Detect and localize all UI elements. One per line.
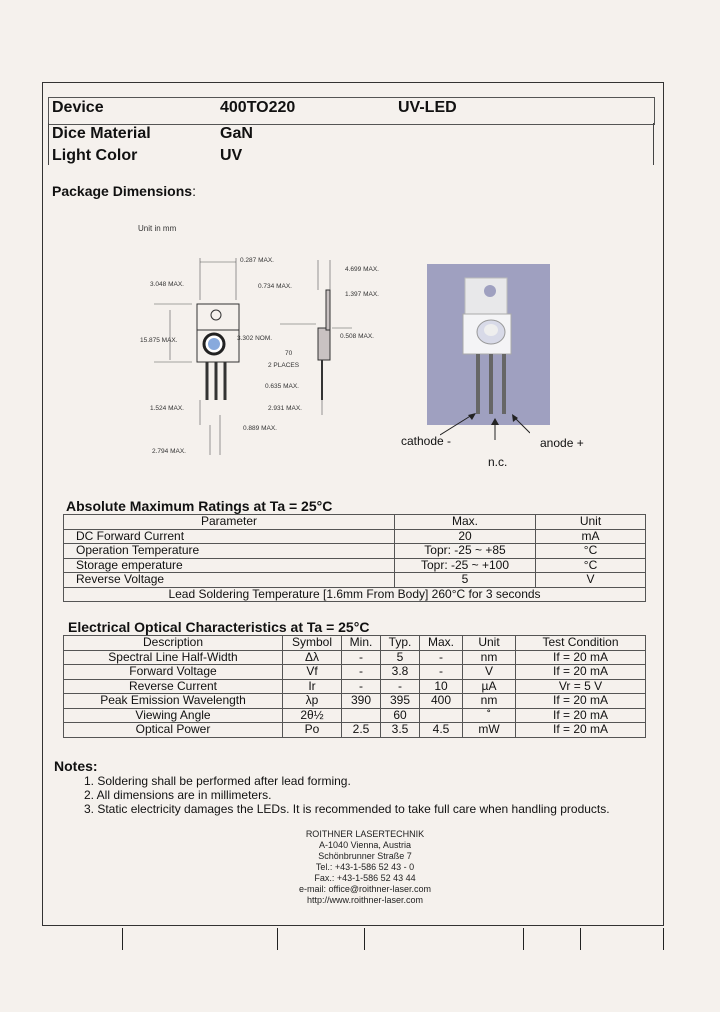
- col-header: Typ.: [381, 636, 420, 651]
- dim-d12: 4.699 MAX.: [345, 266, 379, 273]
- header-right-rule: [653, 123, 654, 165]
- table-cell: 10: [420, 679, 463, 694]
- dim-d13: 1.397 MAX.: [345, 291, 379, 298]
- table-cell: Viewing Angle: [64, 708, 283, 723]
- cell-unit: °C: [536, 544, 646, 559]
- cell-unit: °C: [536, 558, 646, 573]
- table-cell: 5: [381, 650, 420, 665]
- footer-divider: [580, 928, 581, 950]
- cell-param: Reverse Voltage: [64, 573, 395, 588]
- col-header: Parameter: [64, 515, 395, 530]
- dim-d2: 3.048 MAX.: [150, 281, 184, 288]
- table-cell: [420, 708, 463, 723]
- table-row: [64, 650, 646, 665]
- footer-divider: [277, 928, 278, 950]
- abs-max-title: Absolute Maximum Ratings at Ta = 25°C: [66, 498, 333, 514]
- cell-unit: mA: [536, 529, 646, 544]
- table-row: [64, 708, 646, 723]
- dim-d4: 15.875 MAX.: [140, 337, 178, 344]
- cell-param: Storage emperature: [64, 558, 395, 573]
- dim-d6: 2 PLACES: [268, 362, 300, 369]
- table-cell: ˚: [463, 708, 516, 723]
- unit-note: Unit in mm: [138, 224, 177, 233]
- package-dimensions-title: Package Dimensions:: [52, 183, 196, 199]
- cathode-label: cathode -: [401, 434, 452, 448]
- dim-d1: 0.287 MAX.: [240, 257, 274, 264]
- dice-material-value: GaN: [220, 125, 253, 142]
- dim-d10: 0.889 MAX.: [243, 425, 277, 432]
- col-header: Description: [64, 636, 283, 651]
- table-cell: If = 20 mA: [516, 723, 646, 738]
- table-row: [64, 544, 646, 559]
- table-cell: Optical Power: [64, 723, 283, 738]
- table-cell: Ir: [283, 679, 342, 694]
- address-street: Schönbrunner Straße 7: [318, 851, 412, 861]
- led-photo: [427, 264, 550, 425]
- device-value: 400TO220: [220, 99, 296, 116]
- cell-max: 5: [395, 573, 536, 588]
- table-cell: 3.5: [381, 723, 420, 738]
- dim-d15: 70: [285, 350, 293, 357]
- company-name: ROITHNER LASERTECHNIK: [305, 829, 425, 839]
- dim-d9: 2.931 MAX.: [268, 405, 302, 412]
- address-tel: Tel.: +43-1-586 52 43 - 0: [315, 862, 415, 872]
- col-header: Test Condition: [516, 636, 646, 651]
- anode-label: anode +: [540, 436, 584, 450]
- abs-max-table: [63, 514, 646, 602]
- dim-d3: 0.734 MAX.: [258, 283, 292, 290]
- table-cell: If = 20 mA: [516, 694, 646, 709]
- cell-max: 20: [395, 529, 536, 544]
- dice-material-label: Dice Material: [52, 125, 151, 142]
- device-header-box: [48, 97, 655, 125]
- col-header: Max.: [395, 515, 536, 530]
- table-cell: -: [342, 650, 381, 665]
- table-cell: -: [342, 679, 381, 694]
- table-row: [64, 723, 646, 738]
- table-cell: 2θ½: [283, 708, 342, 723]
- table-cell: Vf: [283, 665, 342, 680]
- dim-d8: 1.524 MAX.: [150, 405, 184, 412]
- table-cell: If = 20 mA: [516, 665, 646, 680]
- table-cell: 390: [342, 694, 381, 709]
- table-cell: nm: [463, 650, 516, 665]
- col-header: Max.: [420, 636, 463, 651]
- table-cell: 60: [381, 708, 420, 723]
- dim-d7: 0.635 MAX.: [265, 383, 299, 390]
- table-row: [64, 573, 646, 588]
- table-cell: λp: [283, 694, 342, 709]
- table-cell: Reverse Current: [64, 679, 283, 694]
- table-footer-row: [64, 587, 646, 602]
- table-cell: mW: [463, 723, 516, 738]
- table-cell: 400: [420, 694, 463, 709]
- lead-soldering-note: Lead Soldering Temperature [1.6mm From Body] 260°C for 3 seconds: [64, 587, 646, 602]
- eo-title: Electrical Optical Characteristics at Ta = 25°C: [68, 619, 370, 635]
- address-city: A-1040 Vienna, Austria: [319, 840, 411, 850]
- note-item: 2. All dimensions are in millimeters.: [84, 788, 272, 802]
- cell-max: Topr: -25 ~ +100: [395, 558, 536, 573]
- notes-title: Notes:: [54, 758, 98, 774]
- table-row: [64, 694, 646, 709]
- table-cell: V: [463, 665, 516, 680]
- table-cell: If = 20 mA: [516, 650, 646, 665]
- table-cell: -: [342, 665, 381, 680]
- table-cell: 2.5: [342, 723, 381, 738]
- address-email[interactable]: e-mail: office@roithner-laser.com: [298, 884, 432, 894]
- table-cell: [342, 708, 381, 723]
- footer-divider: [122, 928, 123, 950]
- table-row: [64, 529, 646, 544]
- address-fax: Fax.: +43-1-586 52 43 44: [314, 873, 416, 883]
- cell-param: Operation Temperature: [64, 544, 395, 559]
- table-cell: Forward Voltage: [64, 665, 283, 680]
- dim-d11: 2.794 MAX.: [152, 448, 186, 455]
- footer-divider: [364, 928, 365, 950]
- footer-divider: [523, 928, 524, 950]
- col-header: Unit: [536, 515, 646, 530]
- table-cell: -: [420, 650, 463, 665]
- address-website[interactable]: http://www.roithner-laser.com: [306, 895, 424, 905]
- cell-max: Topr: -25 ~ +85: [395, 544, 536, 559]
- table-row: [64, 558, 646, 573]
- pin-arrows: [440, 405, 530, 450]
- light-color-value: UV: [220, 147, 243, 164]
- header-left-rule: [48, 123, 49, 165]
- table-cell: µA: [463, 679, 516, 694]
- table-cell: Po: [283, 723, 342, 738]
- package-drawing: [140, 250, 400, 465]
- table-cell: Spectral Line Half-Width: [64, 650, 283, 665]
- nc-label: n.c.: [488, 455, 508, 469]
- note-item: 1. Soldering shall be performed after lead forming.: [84, 774, 351, 788]
- table-cell: 395: [381, 694, 420, 709]
- table-cell: -: [381, 679, 420, 694]
- table-cell: -: [420, 665, 463, 680]
- cell-param: DC Forward Current: [64, 529, 395, 544]
- table-header-row: [64, 515, 646, 530]
- cell-unit: V: [536, 573, 646, 588]
- device-label: Device: [52, 99, 104, 116]
- light-color-label: Light Color: [52, 147, 138, 164]
- table-cell: 4.5: [420, 723, 463, 738]
- table-cell: 3.8: [381, 665, 420, 680]
- dim-d5: 3.302 NOM.: [237, 335, 273, 342]
- table-header-row: [64, 636, 646, 651]
- table-row: [64, 679, 646, 694]
- note-item: 3. Static electricity damages the LEDs. It is recommended to take full care when handling products.: [84, 802, 610, 816]
- table-cell: nm: [463, 694, 516, 709]
- table-cell: Peak Emission Wavelength: [64, 694, 283, 709]
- eo-table: [63, 635, 646, 738]
- dim-d14: 0.508 MAX.: [340, 333, 374, 340]
- col-header: Min.: [342, 636, 381, 651]
- footer-divider: [663, 928, 664, 950]
- table-cell: Vr = 5 V: [516, 679, 646, 694]
- table-cell: If = 20 mA: [516, 708, 646, 723]
- col-header: Symbol: [283, 636, 342, 651]
- table-cell: Δλ: [283, 650, 342, 665]
- col-header: Unit: [463, 636, 516, 651]
- table-row: [64, 665, 646, 680]
- device-type: UV-LED: [398, 99, 457, 116]
